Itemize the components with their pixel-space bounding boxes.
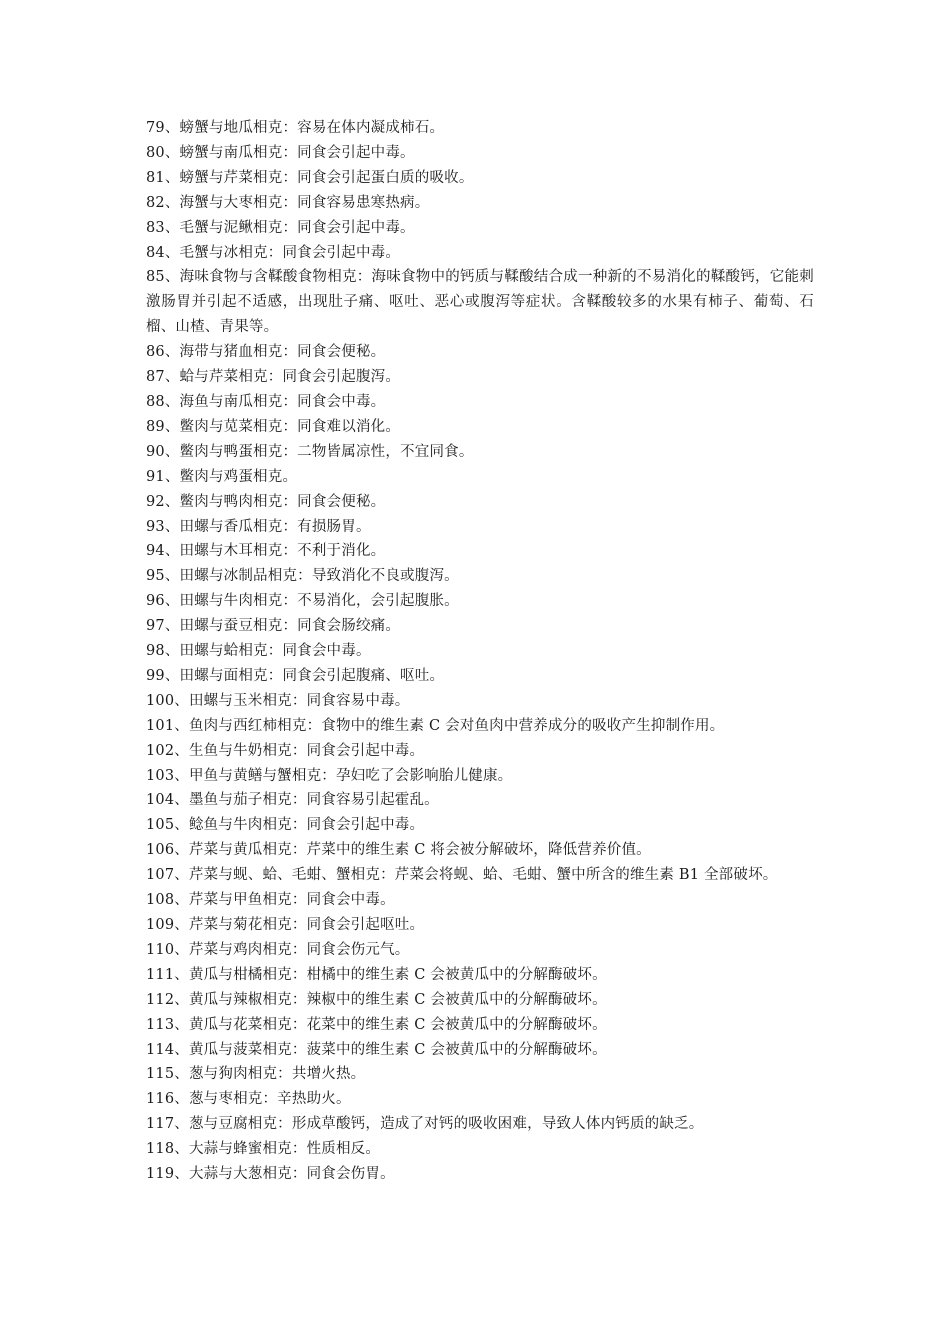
list-item: 109、芹菜与菊花相克：同食会引起呕吐。 bbox=[146, 917, 425, 933]
list-item: 95、田螺与冰制品相克：导致消化不良或腹泻。 bbox=[146, 568, 459, 585]
list-item: 115、葱与狗肉相克：共增火热。 bbox=[146, 1066, 366, 1083]
list-item: 88、海鱼与南瓜相克：同食会中毒。 bbox=[146, 393, 386, 410]
list-item: 106、芹菜与黄瓜相克：芹菜中的维生素 C 将会被分解破坏，降低营养价值。 bbox=[146, 842, 651, 859]
list-item: 101、鱼肉与西红柿相克：食物中的维生素 C 会对鱼肉中营养成分的吸收产生抑制作用。 bbox=[146, 717, 725, 734]
list-item: 111、黄瓜与柑橘相克：柑橘中的维生素 C 会被黄瓜中的分解酶破坏。 bbox=[146, 966, 607, 983]
list-item: 93、田螺与香瓜相克：有损肠胃。 bbox=[146, 518, 371, 535]
list-item: 87、蛤与芹菜相克：同食会引起腹泻。 bbox=[146, 369, 401, 386]
list-item: 114、黄瓜与菠菜相克：菠菜中的维生素 C 会被黄瓜中的分解酶破坏。 bbox=[146, 1041, 607, 1058]
list-item: 107、芹菜与蚬、蛤、毛蚶、蟹相克：芹菜会将蚬、蛤、毛蚶、蟹中所含的维生素 B1 全部破坏。 bbox=[146, 867, 778, 884]
list-item: 92、鳖肉与鸭肉相克：同食会便秘。 bbox=[146, 493, 386, 510]
list-item: 89、鳖肉与苋菜相克：同食难以消化。 bbox=[146, 418, 401, 435]
list-item: 102、生鱼与牛奶相克：同食会引起中毒。 bbox=[146, 742, 425, 759]
list-item: 82、海蟹与大枣相克：同食容易患寒热病。 bbox=[146, 194, 430, 211]
list-item: 116、葱与枣相克：辛热助火。 bbox=[146, 1091, 351, 1108]
list-item: 118、大蒜与蜂蜜相克：性质相反。 bbox=[146, 1141, 381, 1158]
list-item: 98、田螺与蛤相克：同食会中毒。 bbox=[146, 643, 371, 660]
list-item: 100、田螺与玉米相克：同食容易中毒。 bbox=[146, 692, 410, 709]
list-item: 81、螃蟹与芹菜相克：同食会引起蛋白质的吸收。 bbox=[146, 169, 474, 186]
list-item: 80、螃蟹与南瓜相克：同食会引起中毒。 bbox=[146, 144, 415, 161]
document-page bbox=[146, 116, 814, 1187]
list-item: 119、大蒜与大葱相克：同食会伤胃。 bbox=[146, 1166, 395, 1183]
list-item: 117、葱与豆腐相克：形成草酸钙，造成了对钙的吸收困难，导致人体内钙质的缺乏。 bbox=[146, 1116, 704, 1133]
list-item: 97、田螺与蚕豆相克：同食会肠绞痛。 bbox=[146, 618, 401, 635]
list-item: 105、鲶鱼与牛肉相克：同食会引起中毒。 bbox=[146, 817, 425, 834]
list-item: 99、田螺与面相克：同食会引起腹痛、呕吐。 bbox=[146, 667, 445, 684]
list-item: 90、鳖肉与鸭蛋相克：二物皆属凉性，不宜同食。 bbox=[146, 443, 474, 460]
list-item: 79、螃蟹与地瓜相克：容易在体内凝成柿石。 bbox=[146, 120, 445, 136]
list-item: 113、黄瓜与花菜相克：花菜中的维生素 C 会被黄瓜中的分解酶破坏。 bbox=[146, 1016, 607, 1033]
list-item: 110、芹菜与鸡肉相克：同食会伤元气。 bbox=[146, 941, 410, 958]
list-item: 103、甲鱼与黄鳝与蟹相克：孕妇吃了会影响胎儿健康。 bbox=[146, 767, 513, 784]
list-item: 112、黄瓜与辣椒相克：辣椒中的维生素 C 会被黄瓜中的分解酶破坏。 bbox=[146, 991, 607, 1008]
list-item: 108、芹菜与甲鱼相克：同食会中毒。 bbox=[146, 892, 395, 909]
list-item: 96、田螺与牛肉相克：不易消化，会引起腹胀。 bbox=[146, 593, 459, 610]
list-item: 84、毛蟹与冰相克：同食会引起中毒。 bbox=[146, 244, 401, 261]
list-item: 94、田螺与木耳相克：不利于消化。 bbox=[146, 543, 386, 560]
list-item: 83、毛蟹与泥鳅相克：同食会引起中毒。 bbox=[146, 219, 415, 236]
list-item: 86、海带与猪血相克：同食会便秘。 bbox=[146, 344, 386, 361]
list-item: 91、鳖肉与鸡蛋相克。 bbox=[146, 468, 298, 485]
list-item: 85、海味食物与含鞣酸食物相克：海味食物中的钙质与鞣酸结合成一种新的不易消化的鞣酸钙，它能刺激肠胃并引起不适感，出现肚子痛、呕吐、恶心或腹泻等症状。含鞣酸较多的水果有柿子、葡萄、石榴、山楂、青果等。 bbox=[146, 269, 814, 336]
list-item: 104、墨鱼与茄子相克：同食容易引起霍乱。 bbox=[146, 792, 439, 809]
